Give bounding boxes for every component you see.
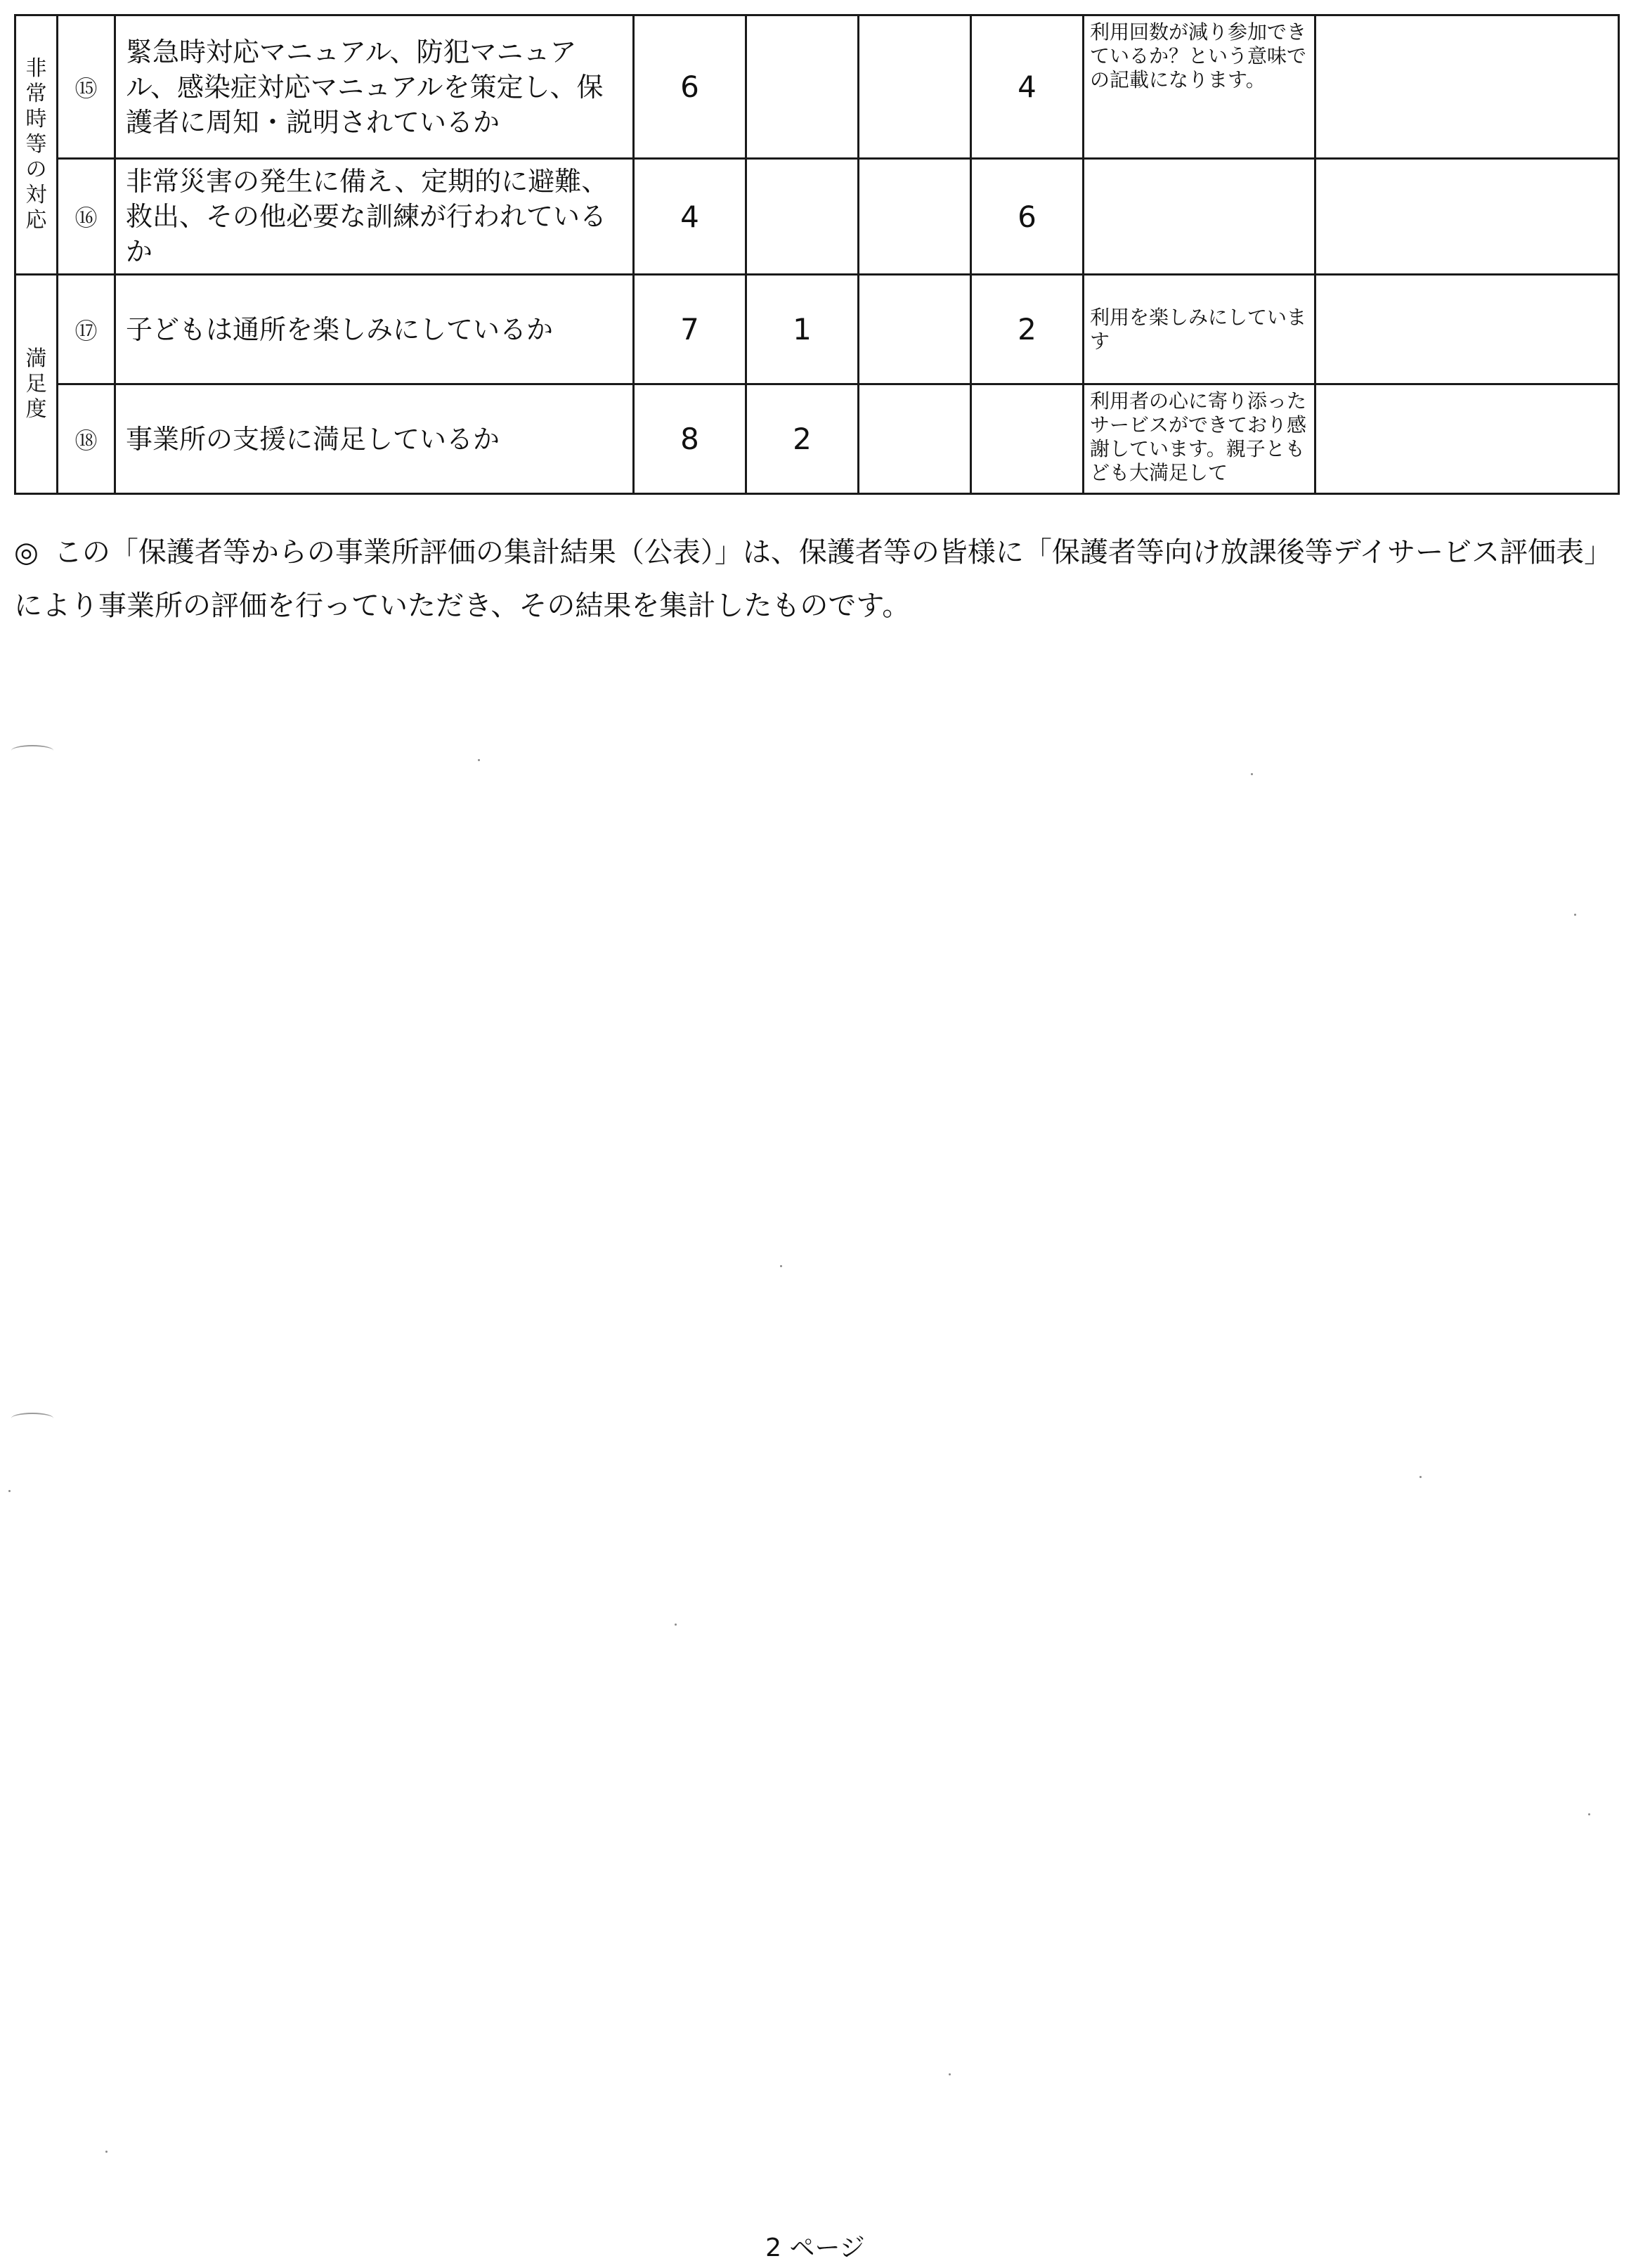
count-yes: 8 xyxy=(634,384,746,494)
footnote xyxy=(14,526,1602,633)
count-no xyxy=(859,384,971,494)
guardian-comment: 利用回数が減り参加できているか？という意味での記載になります。 xyxy=(1084,15,1315,159)
category-cell xyxy=(15,15,58,275)
facility-comment xyxy=(1315,15,1619,159)
scan-artifact xyxy=(1419,1476,1422,1478)
count-no xyxy=(859,15,971,159)
page-number: 2 ページ xyxy=(765,2234,865,2262)
count-dont-know: 4 xyxy=(971,15,1084,159)
count-yes: 4 xyxy=(634,159,746,275)
scan-artifact xyxy=(11,1413,53,1424)
scan-artifact xyxy=(105,2151,108,2153)
question-text: 非常災害の発生に備え、定期的に避難、救出、その他必要な訓練が行われているか xyxy=(115,159,634,275)
item-number: ⑮ xyxy=(58,15,115,159)
category-label: 満足度 xyxy=(25,346,47,422)
category-cell xyxy=(15,275,58,494)
scan-artifact xyxy=(11,745,53,756)
count-dont-know: 2 xyxy=(971,275,1084,384)
scan-artifact xyxy=(1588,1813,1590,1815)
facility-comment xyxy=(1315,159,1619,275)
scan-artifact xyxy=(8,1490,11,1492)
double-circle-icon: ◎ xyxy=(14,536,39,569)
question-text: 緊急時対応マニュアル、防犯マニュアル、感染症対応マニュアルを策定し、保護者に周知・説明されているか xyxy=(115,15,634,159)
table-row xyxy=(15,159,1619,275)
scan-artifact xyxy=(1574,914,1576,916)
question-text: 事業所の支援に満足しているか xyxy=(115,384,634,494)
scan-artifact xyxy=(675,1624,677,1626)
item-number: ⑯ xyxy=(58,159,115,275)
facility-comment xyxy=(1315,275,1619,384)
guardian-comment: 利用を楽しみにしています xyxy=(1084,275,1315,384)
scan-artifact xyxy=(949,2073,951,2075)
count-no xyxy=(859,159,971,275)
guardian-comment: 利用者の心に寄り添ったサービスができており感謝しています。親子ともども大満足して xyxy=(1084,384,1315,494)
count-yes: 6 xyxy=(634,15,746,159)
scan-artifact xyxy=(1251,773,1253,775)
evaluation-table xyxy=(14,14,1620,495)
footnote-text: この「保護者等からの事業所評価の集計結果（公表）」は、保護者等の皆様に「保護者等向け放課後等デイサービス評価表」により事業所の評価を行っていただき、その結果を集計したものです。 xyxy=(14,536,1599,622)
table-row xyxy=(15,384,1619,494)
guardian-comment xyxy=(1084,159,1315,275)
scan-artifact xyxy=(478,759,480,761)
count-dont-know xyxy=(971,384,1084,494)
question-text: 子どもは通所を楽しみにしているか xyxy=(115,275,634,384)
scan-artifact xyxy=(780,1265,782,1267)
table-row xyxy=(15,275,1619,384)
count-no xyxy=(859,275,971,384)
count-neutral xyxy=(746,159,859,275)
count-neutral: 1 xyxy=(746,275,859,384)
count-neutral xyxy=(746,15,859,159)
count-dont-know: 6 xyxy=(971,159,1084,275)
count-yes: 7 xyxy=(634,275,746,384)
item-number: ⑰ xyxy=(58,275,115,384)
count-neutral: 2 xyxy=(746,384,859,494)
item-number: ⑱ xyxy=(58,384,115,494)
facility-comment xyxy=(1315,384,1619,494)
category-label: 非常時等の対応 xyxy=(25,56,47,233)
table-row xyxy=(15,15,1619,159)
